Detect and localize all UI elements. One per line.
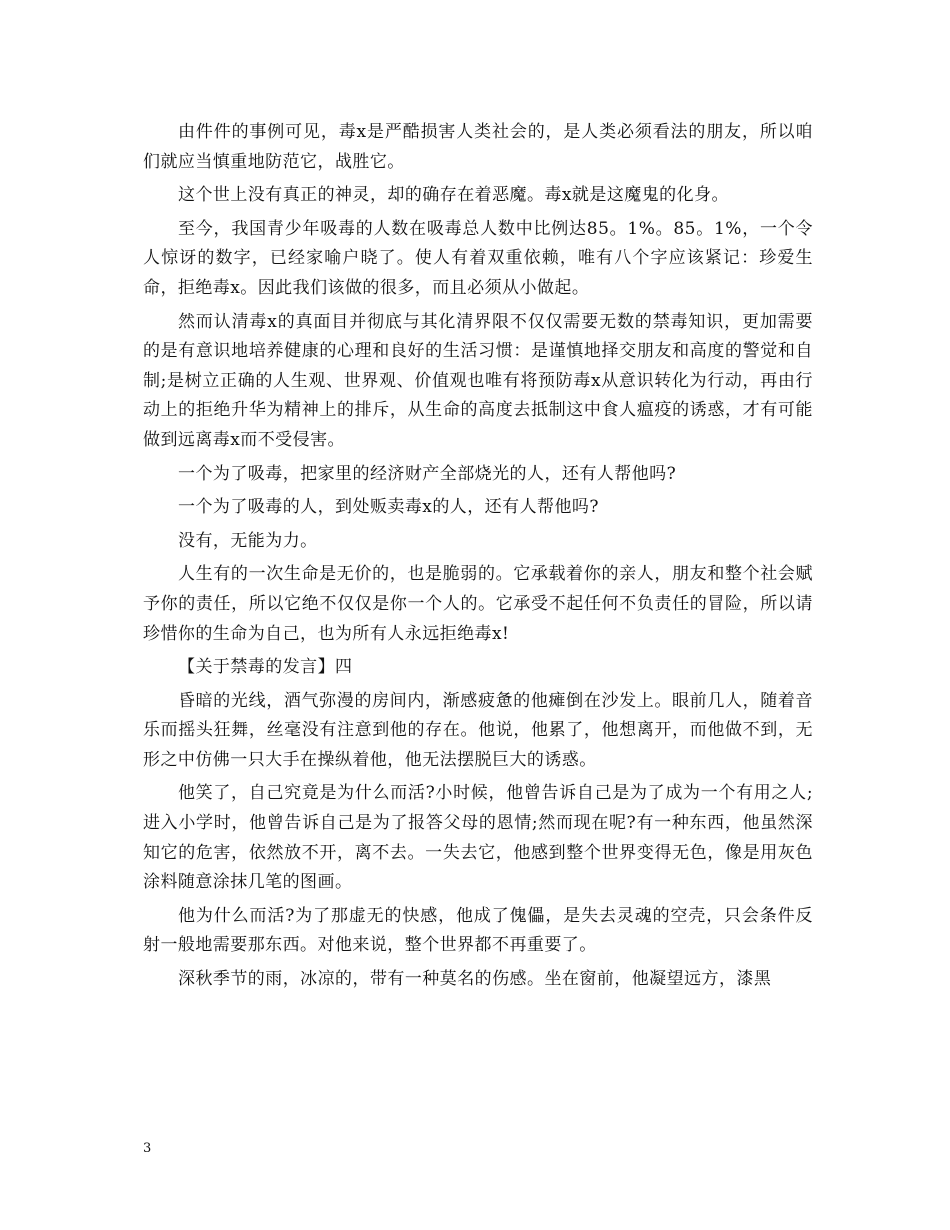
paragraph: 人生有的一次生命是无价的，也是脆弱的。它承载着你的亲人，朋友和整个社会赋予你的责任，所以它绝不仅仅是你一个人的。它承受不起任何不负责任的冒险，所以请珍惜你的生命为自己，也为所有人永远拒绝毒x! [143,564,813,644]
paragraph: 至今，我国青少年吸毒的人数在吸毒总人数中比例达85。1%。85。1%，一个令人惊讶的数字，已经家喻户晓了。使人有着双重依赖，唯有八个字应该紧记：珍爱生命，拒绝毒x。因此我们该做的很多，而且必须从小做起。 [143,218,813,298]
section-heading: 【关于禁毒的发言】四 [178,657,353,678]
paragraph: 深秋季节的雨，冰凉的，带有一种莫名的伤感。坐在窗前，他凝望远方，漆黑 [178,969,772,990]
paragraph: 他为什么而活?为了那虚无的快感，他成了傀儡，是失去灵魂的空壳，只会条件反射一般地需要那东西。对他来说，整个世界都不再重要了。 [143,905,813,956]
paragraph: 昏暗的光线，酒气弥漫的房间内，渐感疲惫的他瘫倒在沙发上。眼前几人，随着音乐而摇头狂舞，丝毫没有注意到他的存在。他说，他累了，他想离开，而他做不到，无形之中仿佛一只大手在操纵着他，他无法摆脱巨大的诱惑。 [143,690,813,770]
paragraph: 一个为了吸毒，把家里的经济财产全部烧光的人，还有人帮他吗? [178,463,677,484]
paragraph: 由件件的事例可见，毒x是严酷损害人类社会的，是人类必须看法的朋友，所以咱们就应当慎重地防范它，战胜它。 [143,122,813,172]
document-body [143,118,813,999]
page-number: 3 [143,1141,152,1156]
paragraph: 然而认清毒x的真面目并彻底与其化清界限不仅仅需要无数的禁毒知识，更加需要的是有意识地培养健康的心理和良好的生活习惯：是谨慎地择交朋友和高度的警觉和自制;是树立正确的人生观、世界观、价值观也唯有将预防毒x从意识转化为行动，再由行动上的拒绝升华为精神上的排斥，从生命的高度去抵制这中食人瘟疫的诱惑，才有可能做到远离毒x而不受侵害。 [143,311,813,450]
paragraph: 这个世上没有真正的神灵，却的确存在着恶魔。毒x就是这魔鬼的化身。 [178,185,729,206]
paragraph: 他笑了，自己究竟是为什么而活?小时候，他曾告诉自己是为了成为一个有用之人;进入小学时，他曾告诉自己是为了报答父母的恩情;然而现在呢?有一种东西，他虽然深知它的危害，依然放不开，离不去。一失去它，他感到整个世界变得无色，像是用灰色涂料随意涂抹几笔的图画。 [143,783,813,893]
paragraph: 一个为了吸毒的人，到处贩卖毒x的人，还有人帮他吗? [178,497,599,518]
paragraph: 没有，无能为力。 [178,530,318,551]
